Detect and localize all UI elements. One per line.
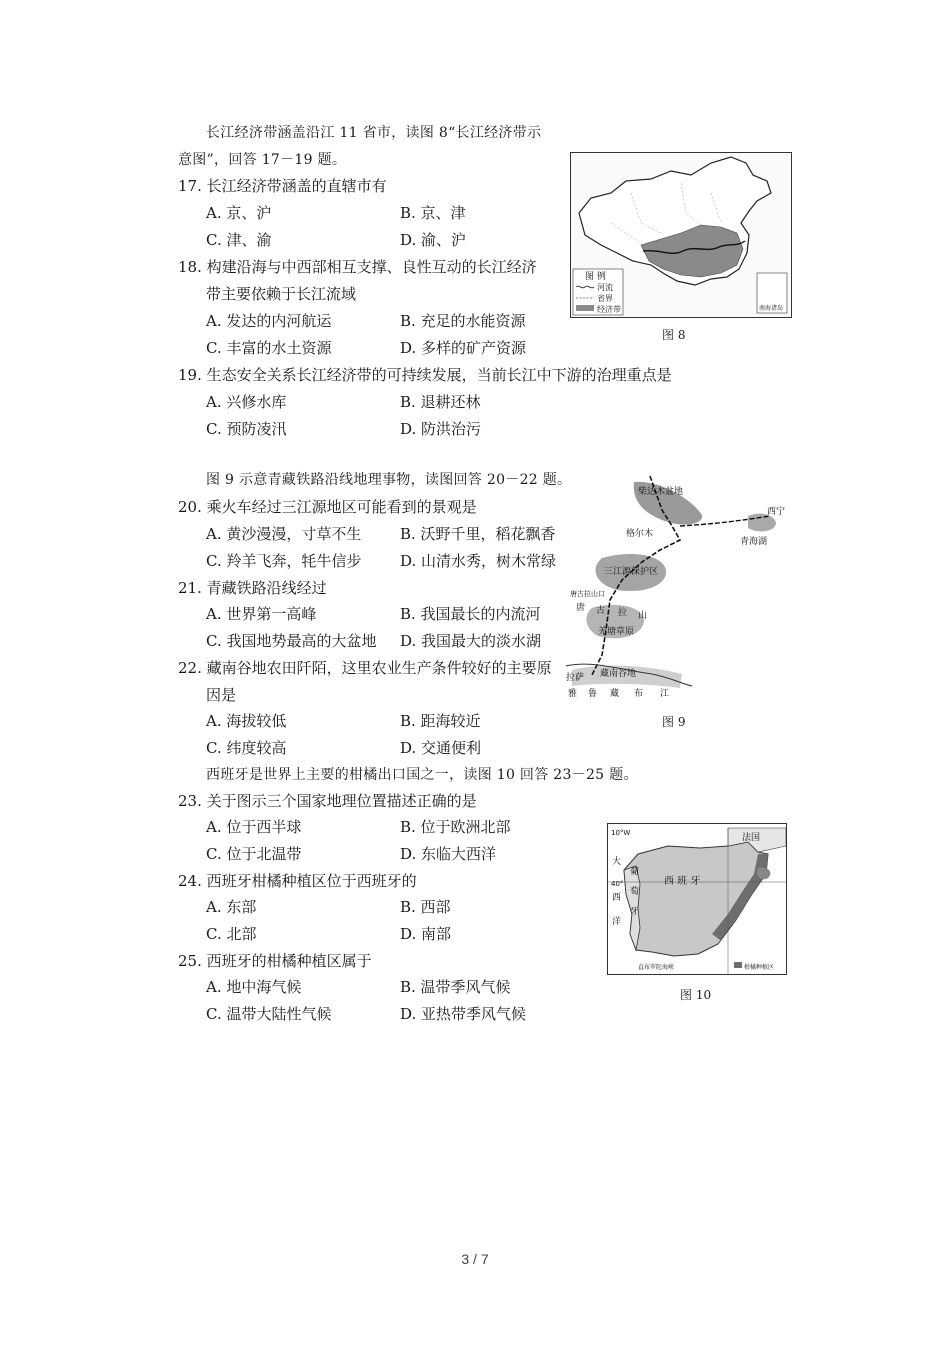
intro-17-19-line1: 长江经济带涵盖沿江 11 省市，读图 8“长江经济带示: [206, 125, 542, 141]
q24-stem: 24. 西班牙柑橘种植区位于西班牙的: [178, 872, 417, 890]
q25-option-a: A. 地中海气候: [206, 978, 302, 996]
label-tang: 唐: [576, 603, 586, 613]
figure-9-railway-map: [562, 470, 802, 705]
q17-stem: 17. 长江经济带涵盖的直辖市有: [178, 177, 387, 195]
label-portugal-2: 萄: [630, 887, 640, 897]
q21-stem: 21. 青藏铁路沿线经过: [178, 579, 327, 597]
label-xining: 西宁: [767, 507, 786, 517]
intro-17-19-line2: 意图”，回答 17－19 题。: [178, 152, 347, 168]
legend-title: 图 例: [585, 272, 606, 282]
q21-option-d: D. 我国最大的淡水湖: [400, 632, 542, 650]
figure-9-caption: 图 9: [662, 715, 686, 729]
q18-option-c: C. 丰富的水土资源: [206, 339, 332, 357]
label-40n: 40°: [611, 880, 624, 888]
q24-option-b: B. 西部: [400, 898, 451, 916]
label-qaidam: 柴达木盆地: [638, 487, 684, 497]
figure-8-caption: 图 8: [662, 328, 686, 342]
q17-option-c: C. 津、渝: [206, 231, 272, 249]
label-ocean-2: 西: [612, 893, 622, 903]
q24-option-a: A. 东部: [206, 898, 257, 916]
intro-20-22: 图 9 示意青藏铁路沿线地理事物，读图回答 20－22 题。: [206, 472, 572, 488]
label-strait: 直布罗陀海峡: [638, 964, 675, 971]
q17-option-d: D. 渝、沪: [400, 231, 467, 249]
q21-option-a: A. 世界第一高峰: [206, 605, 317, 623]
label-lu: 鲁: [588, 689, 598, 699]
page-number: 3 / 7: [461, 1251, 489, 1267]
q20-option-d: D. 山清水秀，树木常绿: [400, 552, 557, 570]
label-zangnan: 藏南谷地: [600, 669, 637, 679]
q18-option-a: A. 发达的内河航运: [206, 312, 332, 330]
label-lhasa: 拉萨: [566, 673, 585, 683]
label-la: 拉: [618, 608, 628, 618]
q18-option-b: B. 充足的水能资源: [400, 312, 526, 330]
q22-stem-line1: 22. 藏南谷地农田阡陌，这里农业生产条件较好的主要原: [178, 659, 552, 677]
q20-option-c: C. 羚羊飞奔，牦牛信步: [206, 552, 362, 570]
q20-option-b: B. 沃野千里，稻花飘香: [400, 525, 556, 543]
legend-border: 省界: [597, 294, 613, 303]
label-bu: 布: [634, 689, 644, 699]
q23-stem: 23. 关于图示三个国家地理位置描述正确的是: [178, 792, 477, 810]
label-qiangtang: 羌塘草原: [598, 627, 635, 637]
q19-option-c: C. 预防凌汛: [206, 420, 287, 438]
label-france: 法国: [742, 833, 761, 843]
q19-option-a: A. 兴修水库: [206, 393, 287, 411]
q25-option-b: B. 温带季风气候: [400, 978, 511, 996]
intro-23-25: 西班牙是世界上主要的柑橘出口国之一，读图 10 回答 23－25 题。: [206, 767, 638, 783]
figure-10-spain-map: [607, 823, 787, 975]
label-jiang: 江: [660, 689, 670, 699]
q21-option-c: C. 我国地势最高的大盆地: [206, 632, 377, 650]
q21-option-b: B. 我国最长的内流河: [400, 605, 541, 623]
q23-option-d: D. 东临大西洋: [400, 845, 497, 863]
inset-label: 南海诸岛: [759, 305, 784, 312]
q20-stem: 20. 乘火车经过三江源地区可能看到的景观是: [178, 498, 477, 516]
label-portugal-3: 牙: [630, 907, 640, 917]
q18-option-d: D. 多样的矿产资源: [400, 339, 527, 357]
q25-option-d: D. 亚热带季风气候: [400, 1005, 527, 1023]
q20-option-a: A. 黄沙漫漫，寸草不生: [206, 525, 362, 543]
figure-8-china-map: [570, 152, 792, 318]
q23-option-a: A. 位于西半球: [206, 818, 302, 836]
figure-8-svg: [571, 153, 791, 317]
label-spain: 西 班 牙: [664, 876, 701, 887]
q17-option-a: A. 京、沪: [206, 204, 272, 222]
label-10w: 10°W: [611, 829, 631, 837]
label-tanggula-pass: 唐古拉山口: [570, 590, 605, 598]
label-ocean-1: 大: [612, 857, 622, 867]
q23-option-c: C. 位于北温带: [206, 845, 302, 863]
q17-option-b: B. 京、津: [400, 204, 466, 222]
label-qinghai-lake: 青海湖: [740, 537, 768, 547]
q22-option-a: A. 海拔较低: [206, 712, 287, 730]
figure-10-svg: [608, 824, 786, 974]
q23-option-b: B. 位于欧洲北部: [400, 818, 511, 836]
q22-option-d: D. 交通便利: [400, 739, 482, 757]
legend-belt: 经济带: [597, 305, 621, 314]
q18-stem-line2: 带主要依赖于长江流域: [206, 285, 357, 303]
label-golmud: 格尔木: [626, 529, 654, 539]
label-ya: 雅: [568, 689, 578, 699]
label-gu: 古: [596, 606, 606, 616]
q19-stem: 19. 生态安全关系长江经济带的可持续发展，当前长江中下游的治理重点是: [178, 366, 672, 384]
label-ocean-3: 洋: [612, 917, 622, 927]
q25-option-c: C. 温带大陆性气候: [206, 1005, 332, 1023]
label-shan: 山: [638, 611, 648, 621]
figure-10-caption: 图 10: [680, 988, 712, 1002]
label-portugal-1: 葡: [630, 867, 640, 877]
q22-option-c: C. 纬度较高: [206, 739, 287, 757]
q22-option-b: B. 距海较近: [400, 712, 481, 730]
label-sanjiangyuan: 三江源保护区: [604, 567, 659, 577]
legend-river: 河流: [597, 283, 613, 292]
q22-stem-line2: 因是: [206, 686, 237, 704]
q24-option-c: C. 北部: [206, 925, 257, 943]
figure-9-svg: [562, 470, 802, 705]
legend-citrus: 柑橘种植区: [744, 964, 775, 971]
q19-option-b: B. 退耕还林: [400, 393, 481, 411]
q24-option-d: D. 南部: [400, 925, 452, 943]
q19-option-d: D. 防洪治污: [400, 420, 482, 438]
q25-stem: 25. 西班牙的柑橘种植区属于: [178, 952, 372, 970]
q18-stem-line1: 18. 构建沿海与中西部相互支撑、良性互动的长江经济: [178, 258, 537, 276]
label-zang: 藏: [610, 689, 620, 699]
